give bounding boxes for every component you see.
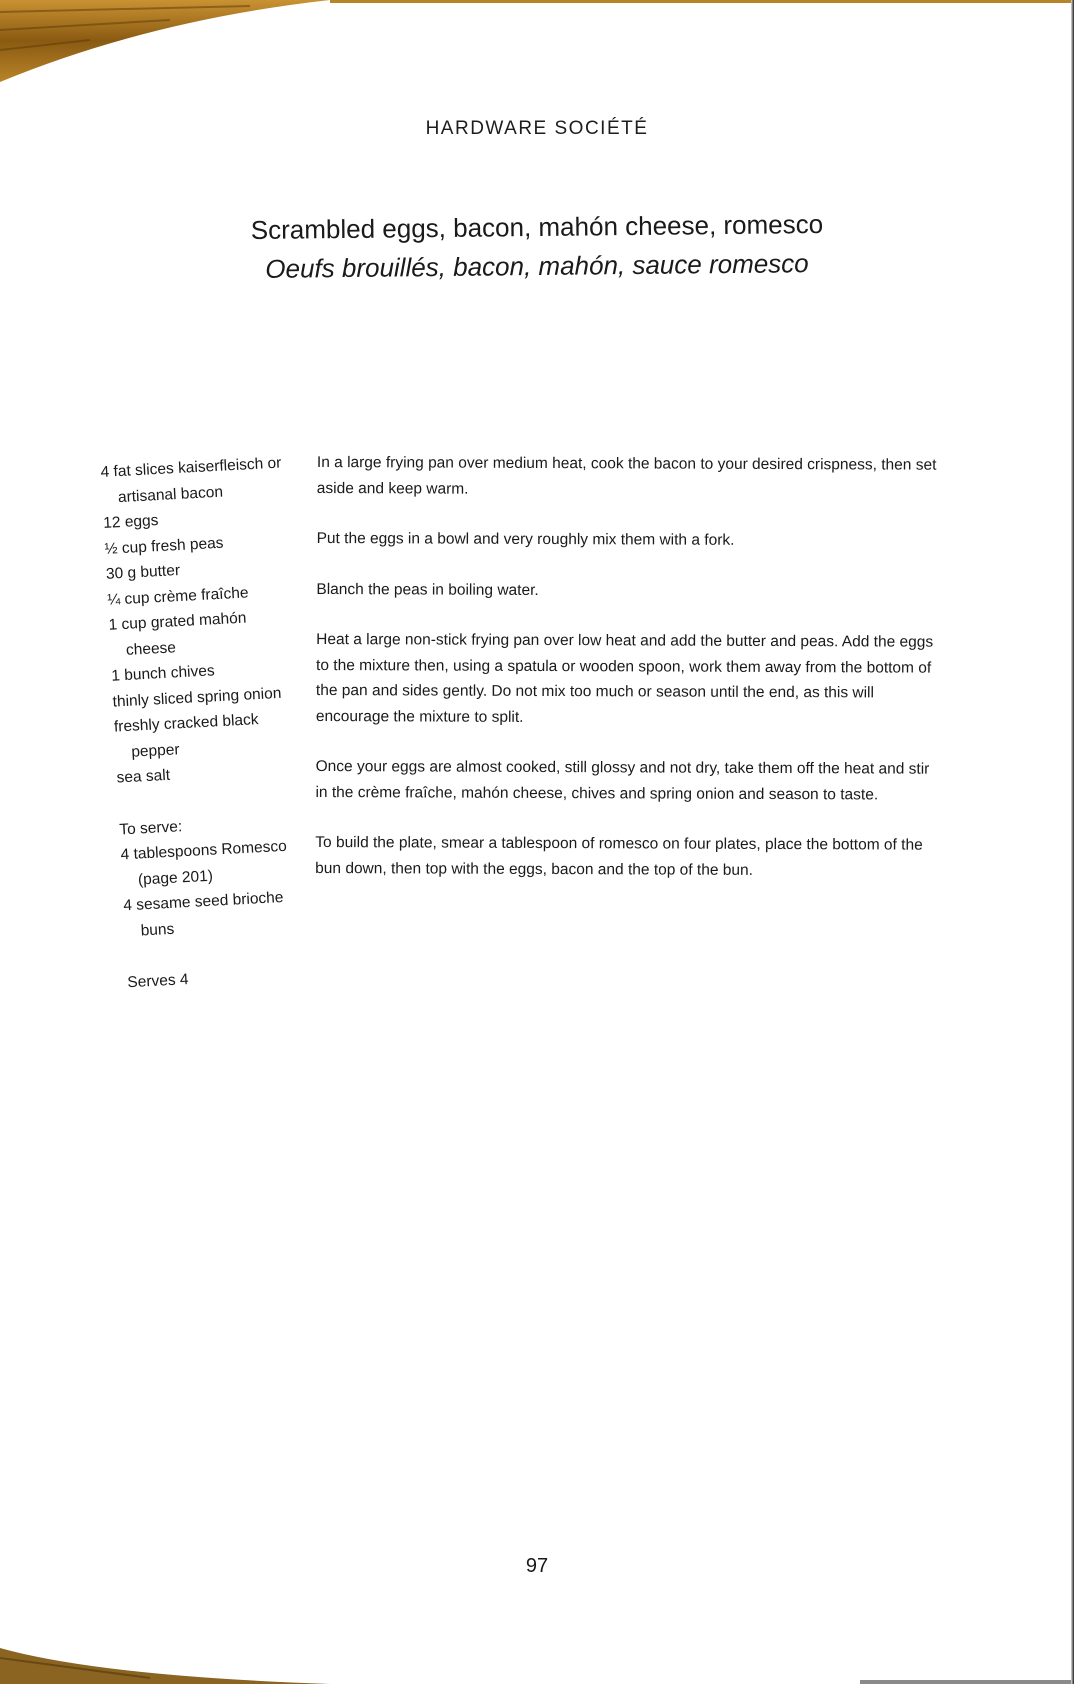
ingredient-item: 1 bunch chives — [110, 662, 216, 685]
wood-table-background-bottom — [0, 1634, 1074, 1684]
ingredient-item: 30 g butter — [105, 561, 181, 583]
to-serve-item: 4 tablespoons Romesco (page 201) — [120, 837, 288, 889]
method-paragraph: Put the eggs in a bowl and very roughly mix them with a fork. — [316, 529, 735, 549]
recipe-subtitle-french: Oeufs brouillés, bacon, mahón, sauce romesco — [265, 248, 809, 284]
ingredient-item: 12 eggs — [102, 512, 159, 532]
wood-table-background-top — [0, 0, 1074, 90]
method-steps — [315, 450, 937, 909]
method-paragraph: Once your eggs are almost cooked, still glossy and not dry, take them off the heat and stir in the crème fraîche, mahón cheese, chives and spring onion and season to taste. — [315, 757, 930, 803]
serves-count: Serves 4 — [126, 971, 189, 992]
running-head: HARDWARE SOCIÉTÉ — [425, 118, 649, 139]
method-paragraph: In a large frying pan over medium heat, cook the bacon to your desired crispness, then set aside and keep warm. — [316, 453, 937, 498]
page-number: 97 — [525, 1555, 549, 1577]
method-paragraph: Heat a large non-stick frying pan over low heat and add the butter and peas. Add the eggs to the mixture then, using a spatula or wooden spoon, work them away from the bottom of the pan and sides gently. Do not mix too much or season until the end, as this will encourage the mixture to split. — [315, 630, 934, 726]
ingredient-item: ¼ cup crème fraîche — [106, 583, 249, 609]
ingredients-list — [100, 450, 318, 996]
ingredient-item: 4 fat slices kaiserfleisch or artisanal bacon — [100, 454, 282, 506]
ingredient-item: ½ cup fresh peas — [104, 534, 224, 558]
method-paragraph: To build the plate, smear a tablespoon of romesco on four plates, place the bottom of the bun down, then top with the eggs, bacon and the top of the bun. — [315, 833, 923, 879]
method-paragraph: Blanch the peas in boiling water. — [316, 580, 539, 599]
ingredient-item: thinly sliced spring onion — [112, 684, 282, 711]
to-serve-heading: To serve: — [118, 817, 183, 838]
ingredient-item: freshly cracked black pepper — [113, 711, 259, 761]
ingredient-item: sea salt — [116, 766, 171, 787]
to-serve-item: 4 sesame seed brioche buns — [122, 889, 284, 940]
recipe-title: Scrambled eggs, bacon, mahón cheese, romesco — [250, 209, 824, 245]
ingredient-item: 1 cup grated mahón cheese — [108, 609, 247, 659]
